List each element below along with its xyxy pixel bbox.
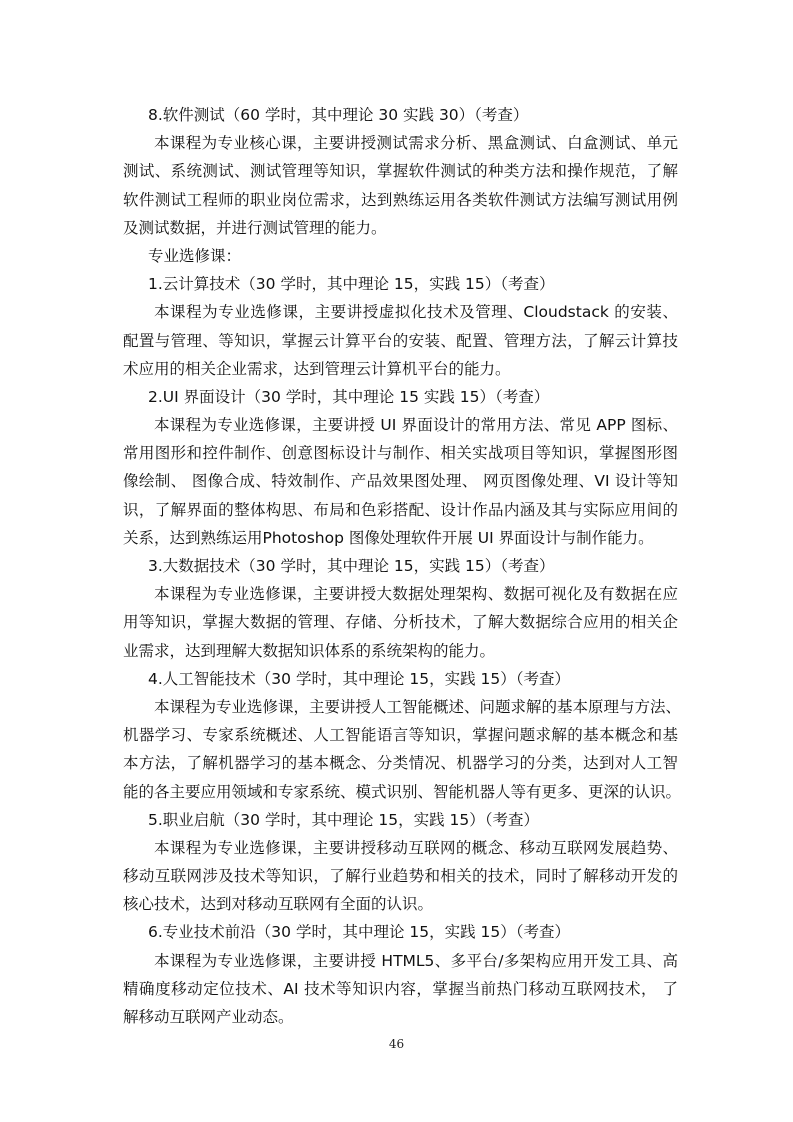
paragraph-line: 本课程为专业选修课，主要讲授虚拟化技术及管理、Cloudstack 的安装、 (154, 303, 678, 322)
paragraph-line: 本课程为专业选修课，主要讲授 UI 界面设计的常用方法、常见 APP 图标、 (154, 416, 678, 435)
section-heading: 6.专业技术前沿（30 学时，其中理论 15，实践 15）（考查） (148, 923, 570, 942)
section-heading: 专业选修课： (148, 246, 242, 265)
paragraph-line: 本课程为专业选修课，主要讲授移动互联网的概念、移动互联网发展趋势、 (154, 838, 678, 857)
paragraph-line: 测试、系统测试、测试管理等知识，掌握软件测试的种类方法和操作规范，了解 (123, 162, 678, 181)
paragraph-line: 本课程为专业核心课，主要讲授测试需求分析、黑盒测试、白盒测试、单元 (154, 134, 678, 153)
page-body-text (123, 101, 682, 1031)
paragraph-line: 移动互联网涉及技术等知识，了解行业趋势和相关的技术，同时了解移动开发的 (123, 867, 678, 886)
paragraph-line: 解移动互联网产业动态。 (123, 1008, 294, 1026)
paragraph-line: 识，了解界面的整体构思、布局和色彩搭配、设计作品内涵及其与实际应用间的 (123, 500, 678, 519)
paragraph-line: 及测试数据，并进行测试管理的能力。 (123, 218, 387, 237)
paragraph-line: 本课程为专业选修课，主要讲授 HTML5、多平台/多架构应用开发工具、高 (154, 951, 678, 970)
paragraph-line: 像绘制、 图像合成、特效制作、产品效果图处理、 网页图像处理、VI 设计等知 (123, 472, 678, 491)
paragraph-line: 配置与管理、等知识，掌握云计算平台的安装、配置、管理方法，了解云计算技 (123, 331, 678, 350)
paragraph-line: 业需求，达到理解大数据知识体系的系统架构的能力。 (123, 641, 496, 660)
section-heading: 5.职业启航（30 学时，其中理论 15，实践 15）（考查） (148, 810, 539, 829)
section-heading: 8.软件测试（60 学时，其中理论 30 实践 30）（考查） (148, 106, 529, 124)
section-heading: 4.人工智能技术（30 学时，其中理论 15，实践 15）（考查） (148, 669, 570, 688)
paragraph-line: 核心技术，达到对移动互联网有全面的认识。 (123, 895, 434, 914)
section-heading: 2.UI 界面设计（30 学时，其中理论 15 实践 15）（考查） (148, 387, 550, 406)
section-heading: 1.云计算技术（30 学时，其中理论 15，实践 15）（考查） (148, 275, 555, 294)
paragraph-line: 用等知识，掌握大数据的管理、存储、分析技术，了解大数据综合应用的相关企 (123, 613, 678, 632)
page-number: 46 (388, 1037, 405, 1051)
paragraph-line: 能的各主要应用领域和专家系统、模式识别、智能机器人等有更多、更深的认识。 (123, 782, 682, 801)
paragraph-line: 精确度移动定位技术、AI 技术等知识内容，掌握当前热门移动互联网技术， 了 (123, 979, 678, 998)
paragraph-line: 软件测试工程师的职业岗位需求，达到熟练运用各类软件测试方法编写测试用例 (123, 190, 678, 209)
paragraph-line: 机器学习、专家系统概述、人工智能语言等知识，掌握问题求解的基本概念和基 (123, 726, 678, 745)
paragraph-line: 本课程为专业选修课，主要讲授人工智能概述、问题求解的基本原理与方法、 (154, 697, 682, 716)
paragraph-line: 术应用的相关企业需求，达到管理云计算机平台的能力。 (123, 359, 511, 378)
section-heading: 3.大数据技术（30 学时，其中理论 15，实践 15）（考查） (148, 557, 555, 575)
paragraph-line: 本课程为专业选修课，主要讲授大数据处理架构、数据可视化及有数据在应 (154, 585, 678, 604)
paragraph-line: 关系，达到熟练运用Photoshop 图像处理软件开展 UI 界面设计与制作能力。 (123, 528, 654, 547)
paragraph-line: 本方法，了解机器学习的基本概念、分类情况、机器学习的分类，达到对人工智 (123, 754, 678, 773)
paragraph-line: 常用图形和控件制作、创意图标设计与制作、相关实战项目等知识，掌握图形图 (123, 444, 678, 463)
